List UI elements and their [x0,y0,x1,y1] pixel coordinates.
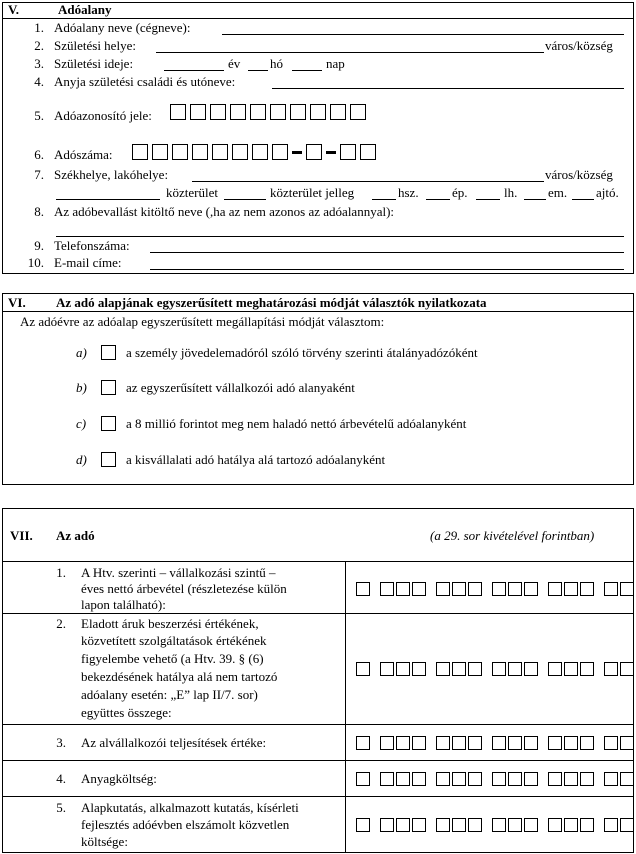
item-number: 5. [34,108,44,123]
address-city-suffix: város/község [545,167,613,182]
digit-box[interactable] [492,736,506,750]
tax-row-number: 3. [56,735,66,750]
year-label: év [228,56,241,71]
option-d-checkbox[interactable] [101,452,116,467]
section-vi-intro: Az adóévre az adóalap egyszerűsített megállapítási módját választom: [20,314,385,329]
item-number: 1. [34,20,44,35]
item-number: 3. [34,56,44,71]
day-label: nap [326,56,345,71]
section-v-number: V. [8,2,19,17]
table-rule [2,561,634,562]
tax-row-1-line-3: lapon található): [81,597,166,612]
option-letter: d) [76,452,87,467]
digit-box[interactable] [452,772,466,786]
digit-box[interactable] [620,818,634,832]
digit-box[interactable] [524,736,538,750]
tax-row-number: 2. [56,616,66,631]
dash-separator [326,151,336,154]
tax-row-2-line-4: bekezdésének hatálya alá nem tartozó [81,669,278,684]
digit-box[interactable] [508,736,522,750]
digit-box[interactable] [620,736,634,750]
door-field[interactable] [572,199,594,200]
digit-box[interactable] [492,818,506,832]
tax-row-2-line-6: együttes összege: [81,705,172,720]
digit-box[interactable] [604,772,618,786]
digit-box[interactable] [468,736,482,750]
street-field[interactable] [56,199,160,200]
digit-box[interactable] [524,662,538,676]
digit-box[interactable] [356,582,370,596]
table-rule [2,796,634,797]
birthplace-suffix: város/község [545,38,613,53]
digit-box[interactable] [436,818,450,832]
digit-box[interactable] [380,736,394,750]
section-vii-number: VII. [10,528,33,543]
item-label-email: E-mail címe: [54,255,122,270]
item-label-phone: Telefonszáma: [54,238,130,253]
digit-box[interactable] [604,582,618,596]
option-letter: a) [76,345,87,360]
staircase-field[interactable] [476,199,500,200]
section-vi-header-rule [2,311,634,312]
item-number: 9. [34,238,44,253]
digit-box[interactable] [492,582,506,596]
digit-box[interactable] [380,582,394,596]
digit-box[interactable] [436,582,450,596]
item-number: 8. [34,204,44,219]
building-field[interactable] [426,199,450,200]
item-label-mother-name: Anyja születési családi és utóneve: [54,74,236,89]
item-label-birthplace: Születési helye: [54,38,136,53]
digit-box[interactable] [412,582,426,596]
item-number: 4. [34,74,44,89]
tax-row-number: 1. [56,565,66,580]
option-letter: b) [76,380,87,395]
digit-box[interactable] [548,582,562,596]
digit-box[interactable] [380,662,394,676]
tax-row-5-line-1: Alapkutatás, alkalmazott kutatás, kísérleti [81,800,299,815]
staircase-label: lh. [504,185,518,200]
digit-box[interactable] [452,818,466,832]
digit-box[interactable] [396,582,410,596]
digit-box[interactable] [548,818,562,832]
digit-box[interactable] [564,662,578,676]
birthplace-field[interactable] [156,52,544,53]
tax-row-1-line-1: A Htv. szerinti – vállalkozási szintű – [81,565,276,580]
digit-box[interactable] [524,582,538,596]
birth-day-field[interactable] [292,70,322,71]
month-label: hó [270,56,283,71]
digit-box[interactable] [412,772,426,786]
section-v-header-rule [2,18,634,19]
item-label-name: Adóalany neve (cégneve): [54,20,191,35]
option-a-checkbox[interactable] [101,345,116,360]
digit-box[interactable] [492,662,506,676]
tax-row-2-line-5: adóalany esetén: „E” lap II/7. sor) [81,687,258,702]
digit-box[interactable] [580,662,594,676]
digit-box[interactable] [436,772,450,786]
phone-field[interactable] [150,252,624,253]
digit-box[interactable] [604,662,618,676]
house-number-field[interactable] [372,199,396,200]
digit-box[interactable] [548,772,562,786]
tax-row-number: 4. [56,771,66,786]
tax-row-1-line-2: éves nettó árbevétel (részletezése külön [81,581,287,596]
item-number: 2. [34,38,44,53]
tax-row-5-line-3: költsége: [81,834,128,849]
tax-row-2-line-3: figyelembe vehető (a Htv. 39. § (6) [81,651,264,666]
floor-field[interactable] [524,199,546,200]
dash-separator [292,151,302,154]
digit-box[interactable] [396,772,410,786]
item-label-birthdate: Születési ideje: [54,56,134,71]
street-type-field[interactable] [224,199,266,200]
building-label: ép. [452,185,468,200]
option-d-text: a kisvállalati adó hatálya alá tartozó adóalanyként [126,452,386,467]
digit-box[interactable] [564,818,578,832]
option-c-text: a 8 millió forintot meg nem haladó nettó árbevételű adóalanyként [126,416,467,431]
table-column-rule [345,561,346,853]
table-rule [2,724,634,725]
digit-box[interactable] [524,772,538,786]
address-city-field[interactable] [192,181,544,182]
digit-box[interactable] [396,662,410,676]
tax-row-2-line-2: közvetített szolgáltatások értékének [81,633,267,648]
table-rule [2,613,634,614]
digit-box[interactable] [580,772,594,786]
option-b-checkbox[interactable] [101,380,116,395]
section-vi-number: VI. [8,295,26,310]
digit-box[interactable] [620,582,634,596]
item-label-tax-number: Adószáma: [54,147,113,162]
street-label: közterület [166,185,218,200]
table-rule [2,760,634,761]
filler-name-field[interactable] [56,236,624,237]
digit-box[interactable] [380,772,394,786]
street-type-label: közterület jelleg [270,185,355,200]
digit-box[interactable] [356,818,370,832]
digit-box[interactable] [468,772,482,786]
option-a-text: a személy jövedelemadóról szóló törvény szerinti átalányadózóként [126,345,478,360]
email-field[interactable] [150,269,624,270]
tax-row-4-line-1: Anyagköltség: [81,771,157,786]
item-number: 7. [34,167,44,182]
section-vi-title: Az adó alapjának egyszerűsített meghatározási módját választók nyilatkozata [56,295,487,310]
digit-box[interactable] [620,772,634,786]
name-field[interactable] [222,34,624,35]
digit-box[interactable] [548,662,562,676]
digit-box[interactable] [580,818,594,832]
digit-box[interactable] [452,582,466,596]
digit-box[interactable] [396,736,410,750]
section-v-title: Adóalany [58,2,112,17]
item-label-filler-name: Az adóbevallást kitöltő neve (,ha az nem azonos az adóalannyal): [54,204,395,219]
digit-box[interactable] [412,662,426,676]
digit-box[interactable] [620,662,634,676]
section-vii-title: Az adó [56,528,95,543]
digit-box[interactable] [396,818,410,832]
door-label: ajtó. [596,185,619,200]
option-b-text: az egyszerűsített vállalkozói adó alanyaként [126,380,355,395]
digit-box[interactable] [468,582,482,596]
digit-box[interactable] [492,772,506,786]
digit-box[interactable] [564,736,578,750]
digit-box[interactable] [508,582,522,596]
section-vii-note: (a 29. sor kivételével forintban) [430,528,595,543]
floor-label: em. [548,185,568,200]
option-letter: c) [76,416,87,431]
tax-number-boxes[interactable] [132,144,376,160]
birth-year-field[interactable] [164,70,224,71]
digit-box[interactable] [604,736,618,750]
digit-box[interactable] [356,772,370,786]
digit-box[interactable] [412,736,426,750]
digit-box[interactable] [452,736,466,750]
tax-id-boxes[interactable] [170,104,366,120]
birth-month-field[interactable] [248,70,268,71]
item-number: 6. [34,147,44,162]
digit-box[interactable] [524,818,538,832]
tax-row-5-line-2: fejlesztés adóévben elszámolt közvetlen [81,817,290,832]
item-number: 10. [27,255,44,270]
digit-box[interactable] [580,736,594,750]
digit-box[interactable] [548,736,562,750]
digit-box[interactable] [436,736,450,750]
digit-box[interactable] [380,818,394,832]
digit-box[interactable] [564,772,578,786]
digit-box[interactable] [508,818,522,832]
tax-row-2-line-1: Eladott áruk beszerzési értékének, [81,616,259,631]
digit-box[interactable] [468,818,482,832]
tax-row-number: 5. [56,800,66,815]
digit-box[interactable] [356,736,370,750]
digit-box[interactable] [508,772,522,786]
digit-box[interactable] [436,662,450,676]
option-c-checkbox[interactable] [101,416,116,431]
tax-row-3-line-1: Az alvállalkozói teljesítések értéke: [81,735,267,750]
digit-box[interactable] [508,662,522,676]
item-label-address: Székhelye, lakóhelye: [54,167,169,182]
digit-box[interactable] [604,818,618,832]
item-label-tax-id: Adóazonosító jele: [54,108,152,123]
house-number-label: hsz. [398,185,419,200]
digit-box[interactable] [412,818,426,832]
digit-box[interactable] [580,582,594,596]
digit-box[interactable] [452,662,466,676]
digit-box[interactable] [564,582,578,596]
digit-box[interactable] [468,662,482,676]
digit-box[interactable] [356,662,370,676]
mother-name-field[interactable] [272,88,624,89]
